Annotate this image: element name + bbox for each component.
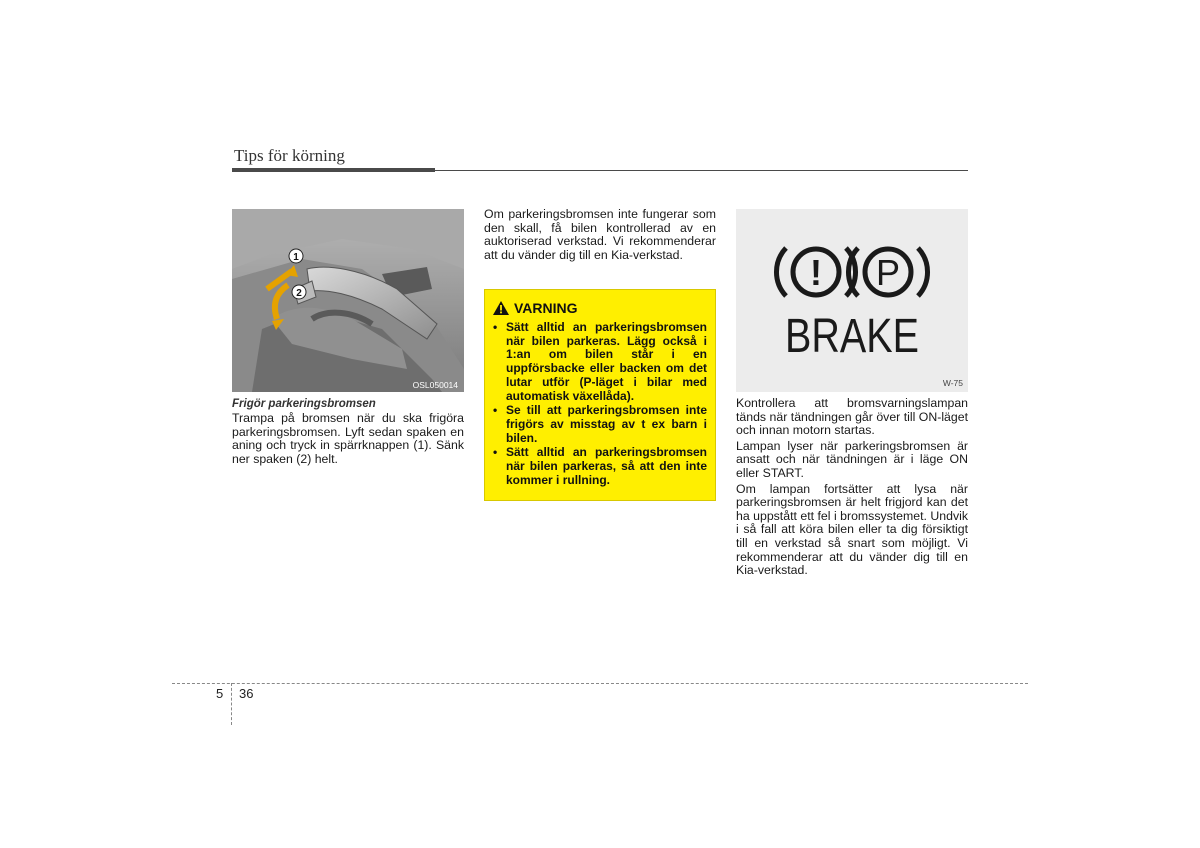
right-paragraph: Kontrollera att bromsvarningslampan tänds när tändningen går över till ON-läget och innan motorn startas.: [736, 396, 968, 438]
figure-code: OSL050014: [412, 380, 458, 390]
p-letter: P: [875, 252, 901, 293]
warning-title: VARNING: [514, 300, 578, 316]
bullet: •: [493, 320, 498, 334]
middle-paragraph: Om parkeringsbromsen inte fungerar som den skall, få bilen kontrollerad av en auktoriserad verkstad. Vi rekommenderar att du vänder dig till en Kia-verkstad.: [484, 207, 716, 262]
section-title: Tips för körning: [234, 146, 345, 165]
footer-divider: [231, 683, 232, 725]
bullet: •: [493, 445, 498, 460]
left-body-text: [232, 412, 464, 468]
exclamation-mark: !: [810, 252, 822, 293]
header-rule-thick: [232, 168, 435, 172]
warning-box: [484, 289, 716, 501]
warning-item-text: Se till att parkeringsbromsen inte frigörs av misstag av t ex barn i bilen.: [506, 403, 707, 445]
warning-header: [493, 300, 707, 316]
callout-1: 1: [293, 252, 299, 263]
parking-brake-lever-image: [232, 209, 464, 392]
brake-warning-lamp-figure: [736, 209, 968, 392]
warning-item: [493, 321, 707, 403]
warning-item: [493, 404, 707, 445]
left-paragraph: Trampa på bromsen när du ska frigöra parkeringsbromsen. Lyft sedan spaken en aning och tryck in spärrknappen (1). Sänk ner spaken (2) helt.: [232, 411, 464, 466]
brake-warning-symbols: [736, 209, 968, 392]
right-body-text: [736, 397, 968, 580]
chapter-number: 5: [216, 686, 224, 701]
brake-label: BRAKE: [785, 310, 919, 363]
page-number: 36: [239, 686, 254, 701]
right-paragraph: Lampan lyser när parkeringsbromsen är ansatt och när tändningen är i läge ON eller START.: [736, 438, 968, 480]
warning-triangle-icon: [493, 301, 509, 315]
parking-brake-lever-illustration: [232, 209, 464, 392]
figure-code: W-75: [942, 378, 963, 388]
figure-caption: Frigör parkeringsbromsen: [232, 398, 376, 410]
warning-item-text: Sätt alltid an parkeringsbromsen när bilen parkeras. Lägg också i 1:an om bilen står i en uppförsbacke eller backen om det lutar utför (P-läget i bilar med automatisk växellåda).: [506, 320, 707, 403]
callout-2: 2: [296, 288, 302, 299]
warning-item: [493, 446, 707, 487]
header-rule-thin: [435, 170, 968, 171]
middle-intro-text: [484, 208, 716, 264]
footer-rule: [172, 683, 1028, 684]
parking-p-icon: [848, 248, 927, 296]
warning-list: [493, 321, 707, 487]
brake-exclamation-icon: [776, 248, 855, 296]
bullet: •: [493, 403, 498, 418]
right-paragraph: Om lampan fortsätter att lysa när parkeringsbromsen är helt frigjord kan det ha uppstått ett fel i bromssystemet. Undvik i så fall att köra bilen eller ta dig försiktigt till en verkstad så snart som möjligt. Vi rekommenderar att du vänder dig till en Kia-verkstad.: [736, 481, 968, 578]
warning-item-text: Sätt alltid an parkeringsbromsen när bilen parkeras, så att den inte kommer i rullning.: [506, 445, 707, 487]
